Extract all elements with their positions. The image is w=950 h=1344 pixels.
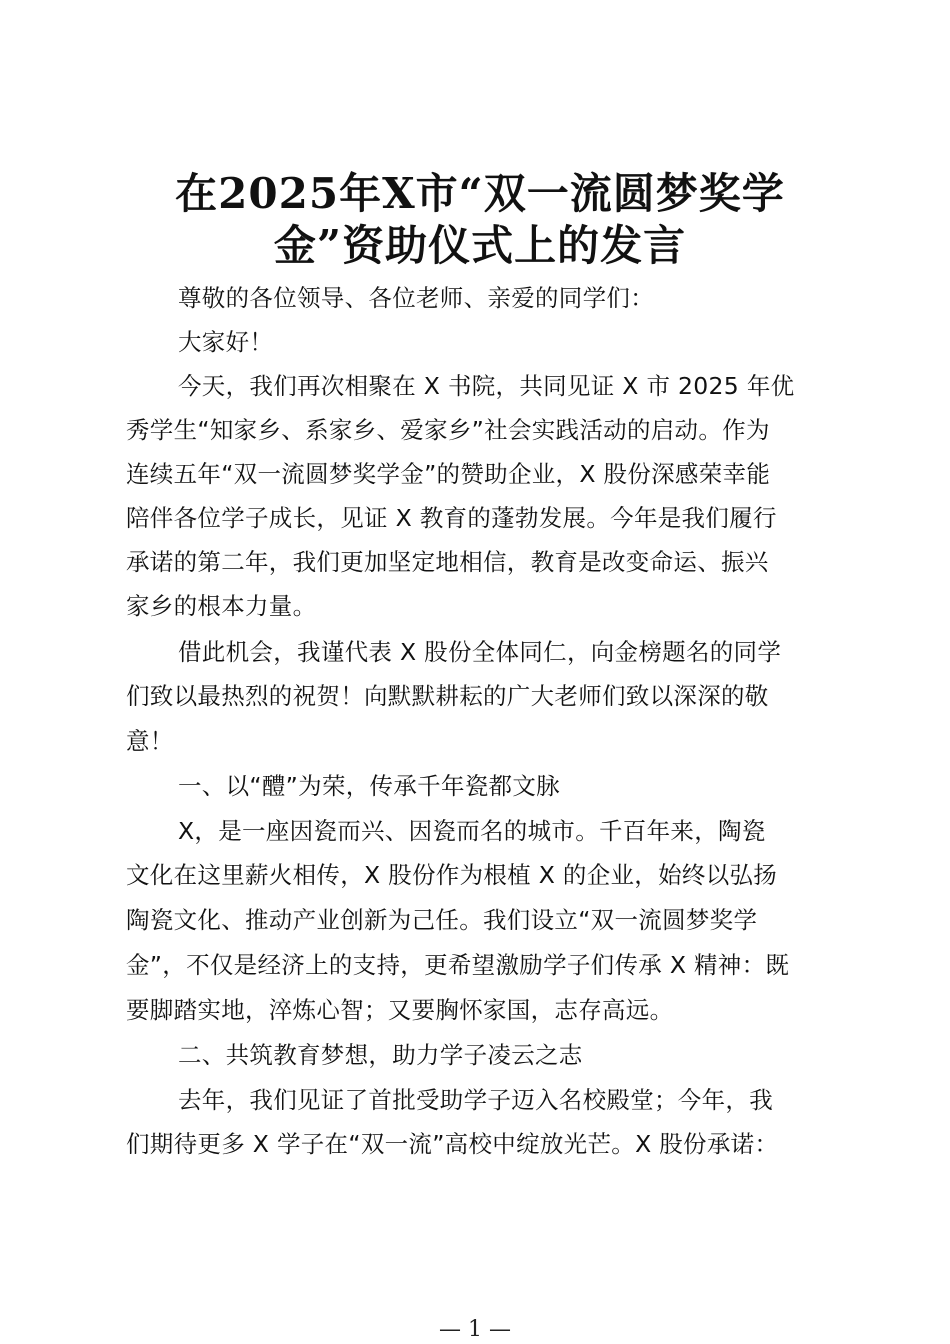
paragraph-line: 承诺的第二年，我们更加坚定地相信，教育是改变命运、振兴 (126, 548, 769, 576)
document-title-line-2: 金”资助仪式上的发言 (273, 221, 687, 270)
paragraph-line: 意！ (126, 727, 174, 755)
paragraph-line: 金”，不仅是经济上的支持，更希望激励学子们传承 X 精神：既 (126, 951, 790, 979)
document-title-line-1: 在2025年X市“双一流圆梦奖学 (175, 169, 785, 218)
paragraph-line: 家乡的根本力量。 (126, 592, 317, 620)
paragraph-line: 秀学生“知家乡、系家乡、爱家乡”社会实践活动的启动。作为 (126, 416, 770, 444)
paragraph-line: 们期待更多 X 学子在“双一流”高校中绽放光芒。X 股份承诺： (126, 1130, 779, 1158)
paragraph-line: X，是一座因瓷而兴、因瓷而名的城市。千百年来，陶瓷 (178, 817, 766, 845)
page-number: — 1 — (439, 1317, 511, 1342)
paragraph-line: 连续五年“双一流圆梦奖学金”的赞助企业，X 股份深感荣幸能 (126, 460, 771, 488)
paragraph-line: 去年，我们见证了首批受助学子迈入名校殿堂；今年，我 (178, 1086, 773, 1114)
paragraph-line: 借此机会，我谨代表 X 股份全体同仁，向金榜题名的同学 (178, 638, 782, 666)
greeting: 大家好！ (178, 328, 274, 356)
paragraph-line: 要脚踏实地，淬炼心智；又要胸怀家国，志存高远。 (126, 996, 674, 1024)
section-heading-1: 一、以“醴”为荣，传承千年瓷都文脉 (178, 772, 560, 800)
paragraph-line: 文化在这里薪火相传，X 股份作为根植 X 的企业，始终以弘扬 (126, 861, 778, 889)
section-heading-2: 二、共筑教育梦想，助力学子凌云之志 (178, 1041, 583, 1069)
paragraph-line: 陶瓷文化、推动产业创新为己任。我们设立“双一流圆梦奖学 (126, 906, 758, 934)
paragraph-line: 们致以最热烈的祝贺！向默默耕耘的广大老师们致以深深的敬 (126, 682, 769, 710)
paragraph-line: 陪伴各位学子成长，见证 X 教育的蓬勃发展。今年是我们履行 (126, 504, 777, 532)
paragraph-line: 今天，我们再次相聚在 X 书院，共同见证 X 市 2025 年优 (178, 372, 795, 400)
salutation: 尊敬的各位领导、各位老师、亲爱的同学们： (178, 284, 654, 312)
